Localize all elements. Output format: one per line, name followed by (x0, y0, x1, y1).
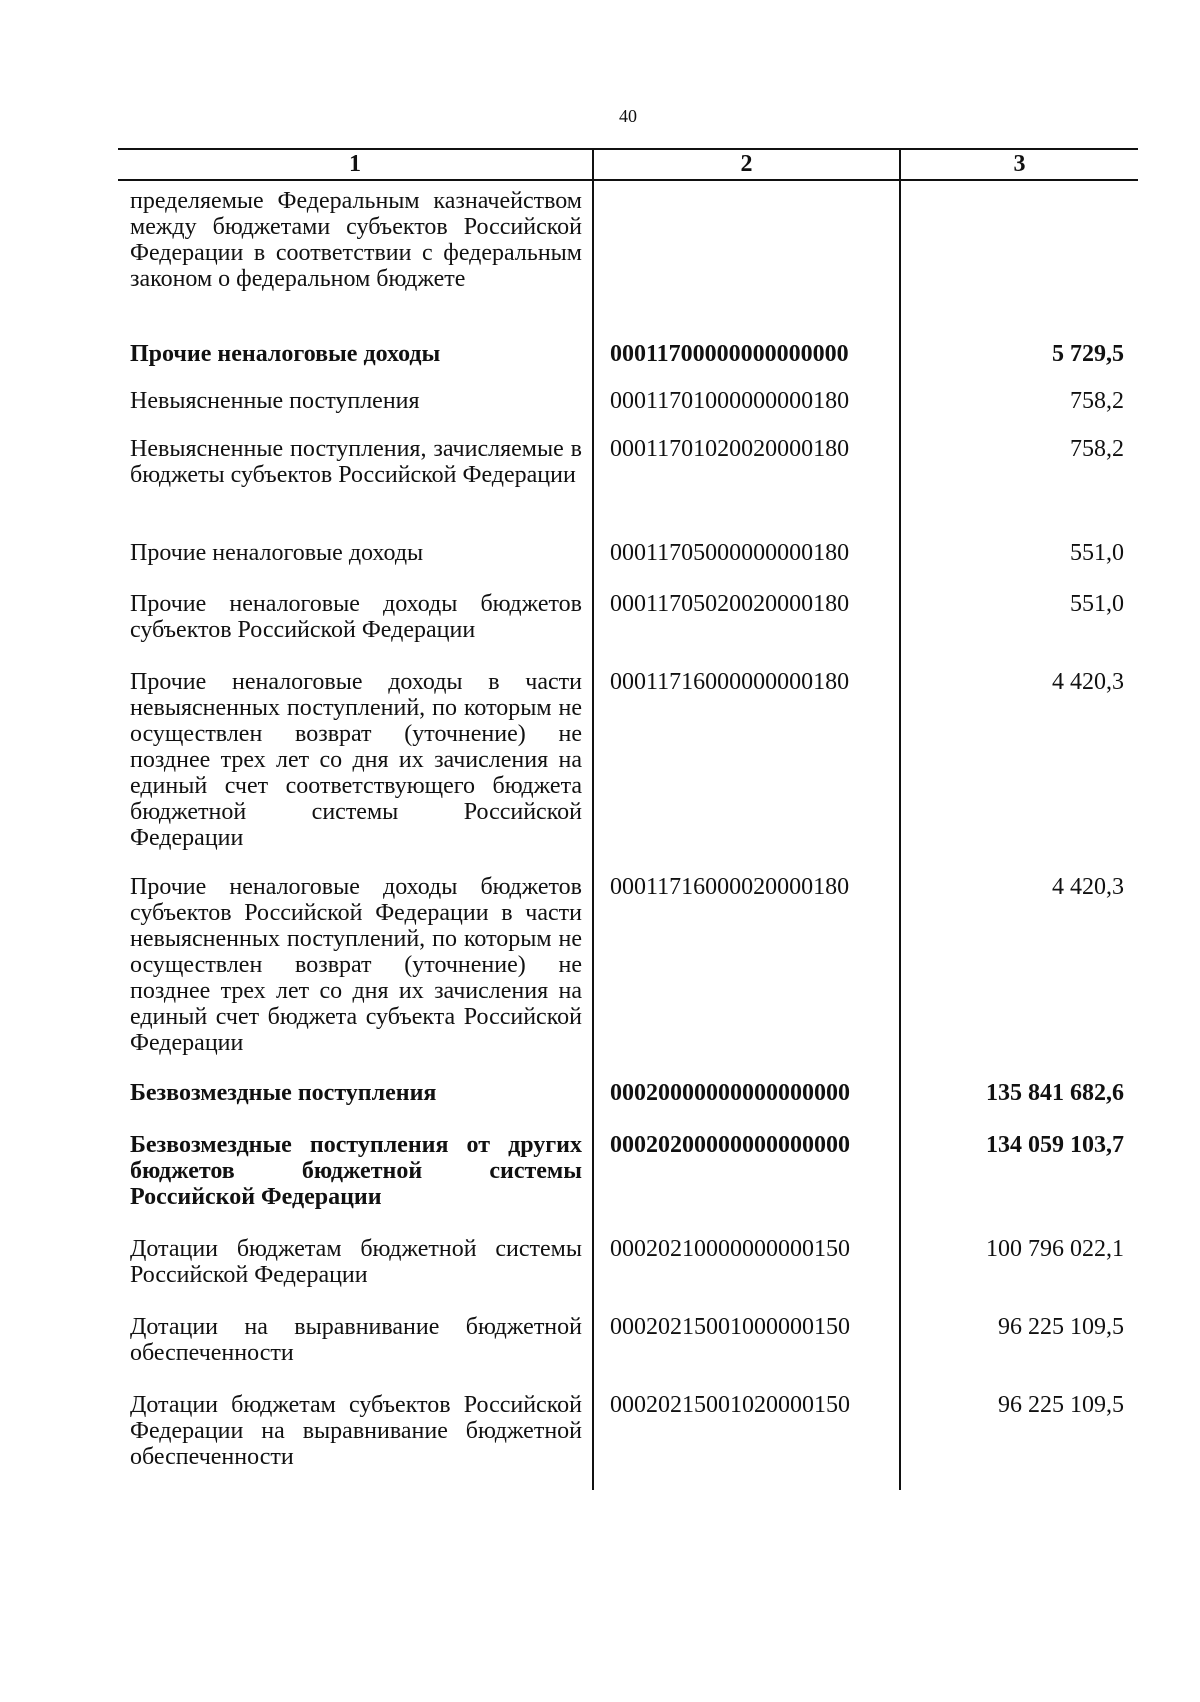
row-name: Дотации бюджетам субъектов Российской Федерации на выравнивание бюджетной обеспеченности (130, 1392, 582, 1470)
row-amount: 4 420,3 (1052, 874, 1124, 900)
row-name: Безвозмездные поступления от других бюджетов бюджетной системы Российской Федерации (130, 1132, 582, 1210)
row-amount: 100 796 022,1 (986, 1236, 1124, 1262)
row-name: Невыясненные поступления (130, 388, 420, 414)
page-number: 40 (619, 106, 637, 126)
row-name: Дотации бюджетам бюджетной системы Российской Федерации (130, 1236, 582, 1288)
row-name: Прочие неналоговые доходы бюджетов субъектов Российской Федерации в части невыясненных поступлений, по которым не осуществлен возврат (уточнение) не позднее трех лет со дня их зачисления на единый счет бюджета субъекта Российской Федерации (130, 874, 582, 1056)
row-code: 00020200000000000000 (610, 1132, 850, 1158)
row-amount: 551,0 (1070, 540, 1124, 566)
row-code: 00011705020020000180 (610, 591, 850, 617)
row-code: 00011700000000000000 (610, 341, 849, 367)
row-amount: 96 225 109,5 (998, 1314, 1124, 1340)
row-name: Дотации на выравнивание бюджетной обеспеченности (130, 1314, 582, 1366)
row-name: Невыясненные поступления, зачисляемые в бюджеты субъектов Российской Федерации (130, 436, 582, 488)
row-amount: 758,2 (1070, 436, 1124, 462)
row-amount: 134 059 103,7 (986, 1132, 1124, 1158)
row-code: 00020210000000000150 (610, 1236, 850, 1262)
row-amount: 758,2 (1070, 388, 1124, 414)
column-separator (592, 148, 594, 1490)
column-separator (899, 148, 901, 1490)
row-name: Прочие неналоговые доходы (130, 341, 441, 367)
row-code: 00011701020020000180 (610, 436, 850, 462)
revenue-table (118, 148, 1138, 1490)
row-name: Прочие неналоговые доходы бюджетов субъектов Российской Федерации (130, 591, 582, 643)
row-amount: 4 420,3 (1052, 669, 1124, 695)
row-code: 00011716000020000180 (610, 874, 850, 900)
row-code: 00020215001020000150 (610, 1392, 850, 1418)
row-amount: 135 841 682,6 (986, 1080, 1124, 1106)
row-code: 00020215001000000150 (610, 1314, 850, 1340)
row-amount: 96 225 109,5 (998, 1392, 1124, 1418)
row-name: Прочие неналоговые доходы (130, 540, 424, 566)
column-header-1: 1 (349, 151, 361, 177)
column-header-3: 3 (1013, 151, 1026, 177)
row-name: Прочие неналоговые доходы в части невыясненных поступлений, по которым не осуществлен возврат (уточнение) не позднее трех лет со дня их зачисления на единый счет соответствующего бюджета бюджетной системы Российской Федерации (130, 669, 582, 851)
row-amount: 5 729,5 (1052, 341, 1124, 367)
row-code: 00020000000000000000 (610, 1080, 850, 1106)
row-code: 00011705000000000180 (610, 540, 850, 566)
table-header-rule (118, 179, 1138, 181)
row-name: Безвозмездные поступления (130, 1080, 437, 1106)
row-code: 00011716000000000180 (610, 669, 850, 695)
column-header-2: 2 (740, 151, 753, 177)
row-code: 00011701000000000180 (610, 388, 850, 414)
row-name: пределяемые Федеральным казначейством между бюджетами субъектов Российской Федерации в соответствии с федеральным законом о федеральном бюджете (130, 188, 582, 292)
row-amount: 551,0 (1070, 591, 1124, 617)
